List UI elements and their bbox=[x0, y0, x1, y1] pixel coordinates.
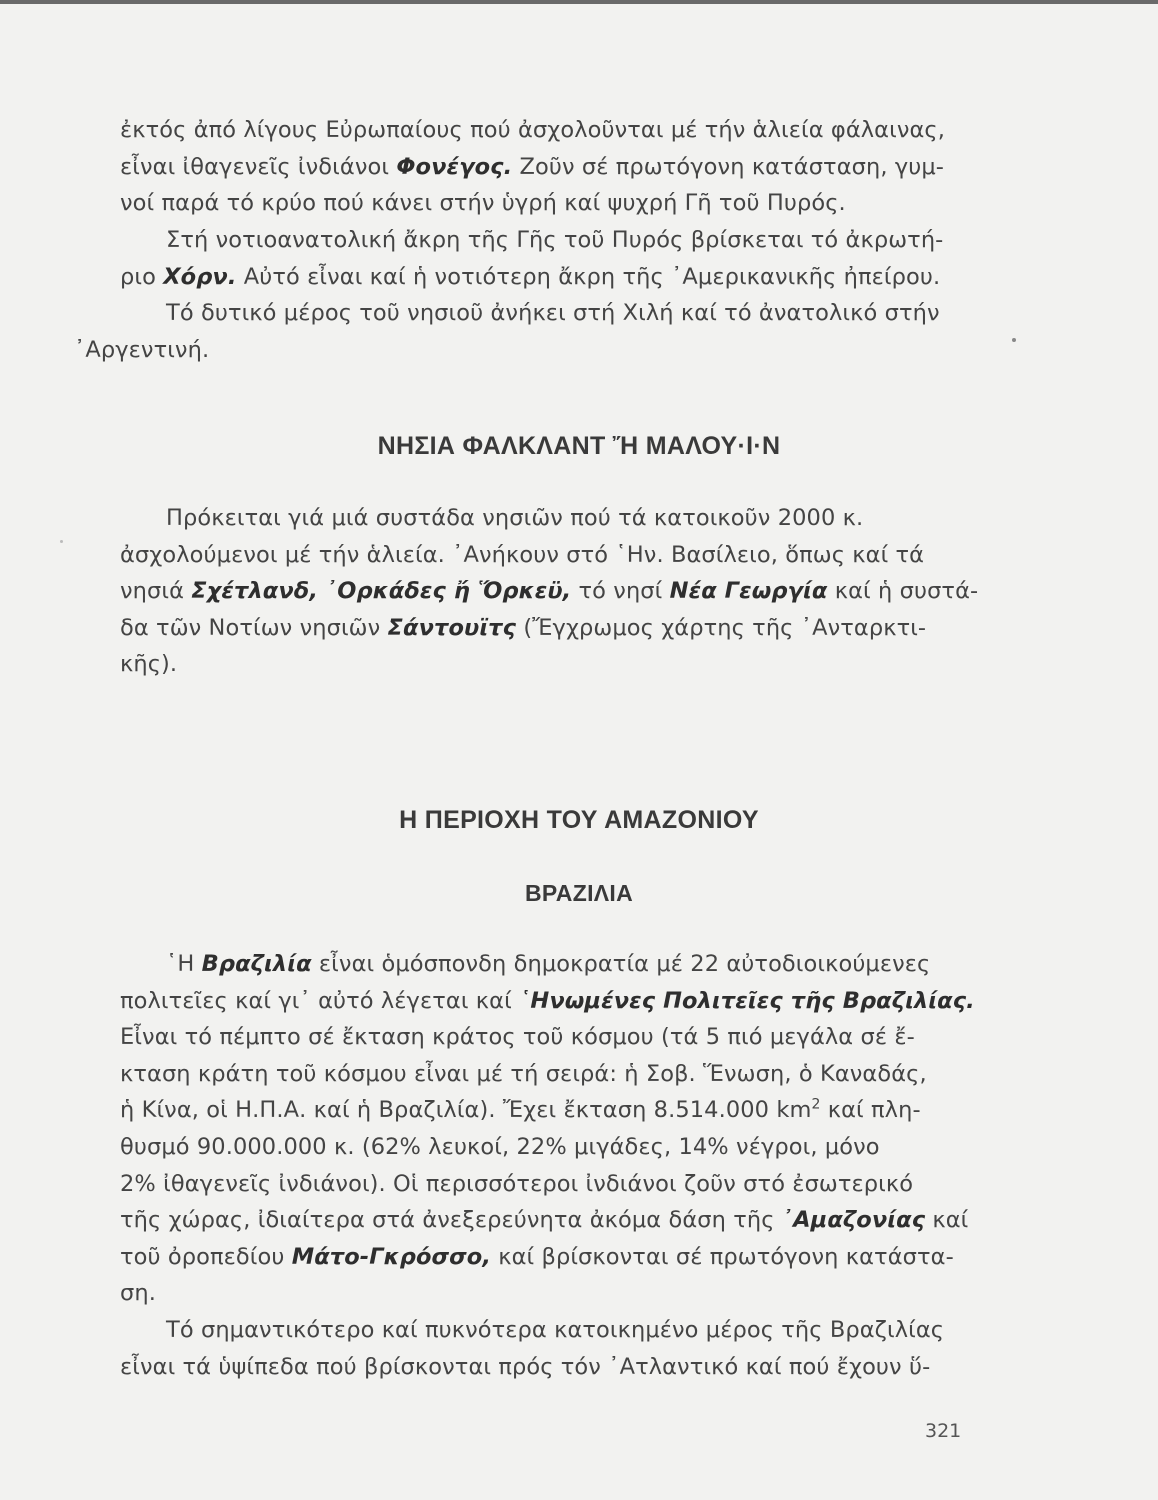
text-line: καί ἡ συστά- bbox=[827, 578, 979, 605]
text-line: τό νησί bbox=[571, 578, 670, 605]
emphasis-shetland-orkney: Σχέτλανδ, ᾿Ορκάδες ἤ Ὅρκεϋ, bbox=[191, 578, 572, 605]
superscript: 2 bbox=[811, 1096, 821, 1113]
paragraph-cape-horn bbox=[120, 222, 980, 295]
heading-amazon-region: Η ΠΕΡΙΟΧΗ ΤΟΥ ΑΜΑΖΟΝΙΟΥ bbox=[399, 806, 759, 834]
text-line: ῾Η bbox=[166, 951, 202, 977]
text-line: τοῦ ὀροπεδίου bbox=[120, 1243, 292, 1270]
emphasis-fonegos: Φονέγος. bbox=[396, 153, 513, 180]
text-line: ἡ Κίνα, οἱ Η.Π.Α. καί ἡ Βραζιλία). Ἔχει ἔκταση 8.514.000 km bbox=[120, 1097, 812, 1124]
text-line: Αὐτό εἶναι καί ἡ νοτιότερη ἄκρη τῆς ᾿Αμερικανικῆς ἠπείρου. bbox=[236, 263, 941, 290]
text-line: κῆς). bbox=[120, 651, 178, 678]
text-line: καί bbox=[925, 1207, 969, 1234]
text-line: καί πλη- bbox=[820, 1097, 921, 1124]
emphasis-horn: Χόρν. bbox=[163, 263, 237, 290]
text-line: Στή νοτιοανατολική ἄκρη τῆς Γῆς τοῦ Πυρός βρίσκεται τό ἀκρωτή- bbox=[166, 227, 944, 253]
text-line: 2% ἰθαγενεῖς ἰνδιάνοι). Οἱ περισσότεροι ἰνδιάνοι ζοῦν στό ἐσωτερικό bbox=[120, 1170, 914, 1197]
text-line: νοί παρά τό κρύο πού κάνει στήν ὑγρή καί ψυχρή Γῆ τοῦ Πυρός. bbox=[120, 190, 846, 217]
text-line: δα τῶν Νοτίων νησιῶν bbox=[120, 614, 388, 641]
paragraph-tierra-del-fuego-natives bbox=[120, 112, 980, 222]
text-line: ἀσχολούμενοι μέ τήν ἁλιεία. ᾿Ανήκουν στό ῾Ην. Βασίλειο, ὅπως καί τά bbox=[120, 541, 925, 568]
emphasis-brazil: Βραζιλία bbox=[201, 951, 312, 977]
text-line: εἶναι ἰθαγενεῖς ἰνδιάνοι bbox=[120, 153, 397, 180]
paragraph-brazil-highlands bbox=[120, 1312, 980, 1385]
text-line: εἶναι τά ὑψίπεδα πού βρίσκονται πρός τόν ᾿Ατλαντικό καί πού ἔχουν ὕ- bbox=[120, 1353, 931, 1380]
scan-top-edge bbox=[0, 0, 1158, 4]
text-line: θυσμό 90.000.000 κ. (62% λευκοί, 22% μιγάδες, 14% νέγροι, μόνο bbox=[120, 1133, 880, 1160]
paragraph-falklands bbox=[120, 500, 980, 683]
text-line: Τό σημαντικότερο καί πυκνότερα κατοικημένο μέρος τῆς Βραζιλίας bbox=[166, 1317, 945, 1343]
emphasis-amazonia: ᾿Αμαζονίας bbox=[781, 1207, 926, 1234]
emphasis-sandwich: Σάντουϊτς bbox=[387, 614, 517, 641]
emphasis-mato-grosso: Μάτο-Γκρόσσο, bbox=[291, 1243, 491, 1270]
heading-brazil: ΒΡΑΖΙΛΙΑ bbox=[524, 880, 634, 906]
emphasis-united-states-of-brazil: ῾Ηνωμένες Πολιτεῖες τῆς Βραζιλίας. bbox=[519, 987, 975, 1014]
text-line: νησιά bbox=[120, 578, 192, 605]
text-line: πολιτεῖες καί γι᾿ αὐτό λέγεται καί bbox=[120, 987, 520, 1014]
text-line: εἶναι ὁμόσπονδη δημοκρατία μέ 22 αὐτοδιοικούμενες bbox=[311, 951, 931, 977]
paragraph-island-division bbox=[74, 295, 980, 368]
heading-falkland-islands: ΝΗΣΙΑ ΦΑΛΚΛΑΝΤ Ἤ ΜΑΛΟΥ·Ι·Ν bbox=[377, 432, 781, 460]
text-line: καί βρίσκονται σέ πρωτόγονη κατάστα- bbox=[490, 1243, 954, 1270]
text-line: Τό δυτικό μέρος τοῦ νησιοῦ ἀνήκει στή Χιλή καί τό ἀνατολικό στήν bbox=[166, 300, 940, 326]
text-line: κταση κράτη τοῦ κόσμου εἶναι μέ τή σειρά: ἡ Σοβ. Ἕνωση, ὁ Καναδάς, bbox=[120, 1060, 927, 1087]
scan-speck bbox=[60, 540, 63, 543]
paragraph-brazil bbox=[120, 946, 980, 1312]
text-line: Πρόκειται γιά μιά συστάδα νησιῶν πού τά κατοικοῦν 2000 κ. bbox=[166, 505, 864, 531]
text-line: Εἶναι τό πέμπτο σέ ἔκταση κράτος τοῦ κόσμου (τά 5 πιό μεγάλα σέ ἔ- bbox=[120, 1024, 915, 1051]
text-line: τῆς χώρας, ἰδιαίτερα στά ἀνεξερεύνητα ἀκόμα δάση τῆς bbox=[120, 1207, 782, 1234]
emphasis-south-georgia: Νέα Γεωργία bbox=[669, 578, 828, 605]
page-number: 321 bbox=[925, 1420, 962, 1442]
text-line: Ζοῦν σέ πρωτόγονη κατάσταση, γυμ- bbox=[512, 153, 945, 180]
text-line: ἐκτός ἀπό λίγους Εὐρωπαίους πού ἀσχολοῦνται μέ τήν ἁλιεία φάλαινας, bbox=[120, 117, 945, 143]
scan-speck bbox=[1012, 338, 1016, 342]
text-line: ᾿Αργεντινή. bbox=[74, 336, 210, 363]
text-line: (Ἔγχρωμος χάρτης τῆς ᾿Ανταρκτι- bbox=[516, 614, 927, 641]
text-line: ριο bbox=[120, 263, 164, 290]
text-line: ση. bbox=[120, 1280, 156, 1307]
